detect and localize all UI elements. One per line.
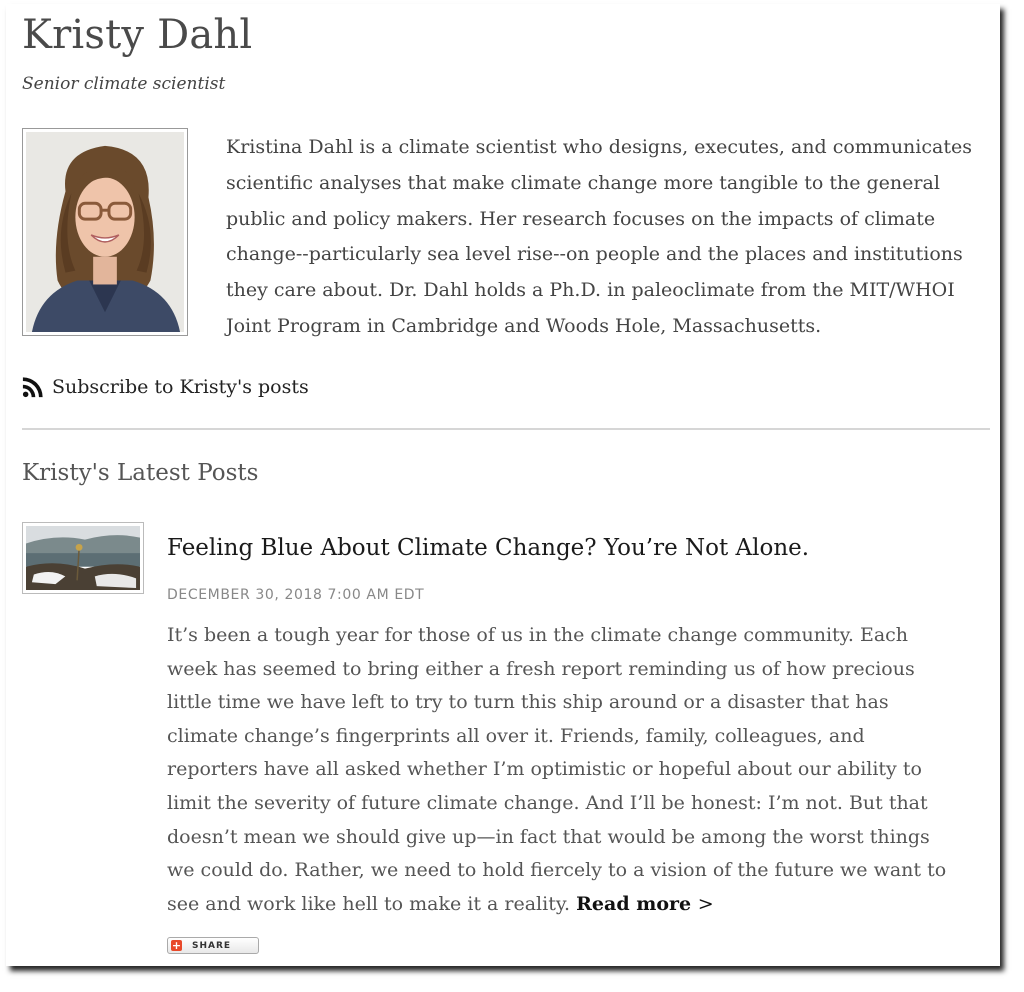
post-thumbnail[interactable] <box>22 522 144 594</box>
share-label: SHARE <box>192 940 232 951</box>
post-date: DECEMBER 30, 2018 7:00 AM EDT <box>167 587 425 603</box>
post-excerpt <box>167 619 957 921</box>
author-page <box>6 4 1000 966</box>
author-role: Senior climate scientist <box>22 74 226 94</box>
share-button[interactable] <box>167 937 259 954</box>
author-bio: Kristina Dahl is a climate scientist who designs, executes, and communicates scientific analyses that make climate change more tangible to the general public and policy makers. Her research focuses on the impacts of climate change--particularly sea level rise--on people and the places and institutions they care about. Dr. Dahl holds a Ph.D. in paleoclimate from the MIT/WHOI Joint Program in Cambridge and Woods Hole, Massachusetts. <box>226 136 972 337</box>
subscribe-link[interactable] <box>22 376 309 398</box>
read-more-label: Read more <box>576 892 692 915</box>
read-more-link[interactable] <box>576 893 714 915</box>
section-divider <box>22 428 990 430</box>
rss-icon <box>22 376 44 398</box>
author-name: Kristy Dahl <box>22 12 253 58</box>
read-more-arrow: > <box>697 892 714 915</box>
post-excerpt-text: It’s been a tough year for those of us in the climate change community. Each week has seemed to bring either a fresh report reminding us of how precious little time we have left to try to turn this ship around or a disaster that has climate change’s fingerprints all over it. Friends, family, colleagues, and reporters have all asked whether I’m optimistic or hopeful about our ability to limit the severity of future climate change. And I’ll be honest: I’m not. But that doesn’t mean we should give up—in fact that would be among the worst things we could do. Rather, we need to hold fiercely to a vision of the future we want to see and work like hell to make it a reality. <box>167 624 947 915</box>
subscribe-label: Subscribe to Kristy's posts <box>52 376 309 398</box>
author-photo <box>22 128 188 336</box>
latest-posts-heading: Kristy's Latest Posts <box>22 460 259 486</box>
post-title[interactable]: Feeling Blue About Climate Change? You’re Not Alone. <box>167 535 810 561</box>
share-plus-icon: + <box>171 939 182 952</box>
